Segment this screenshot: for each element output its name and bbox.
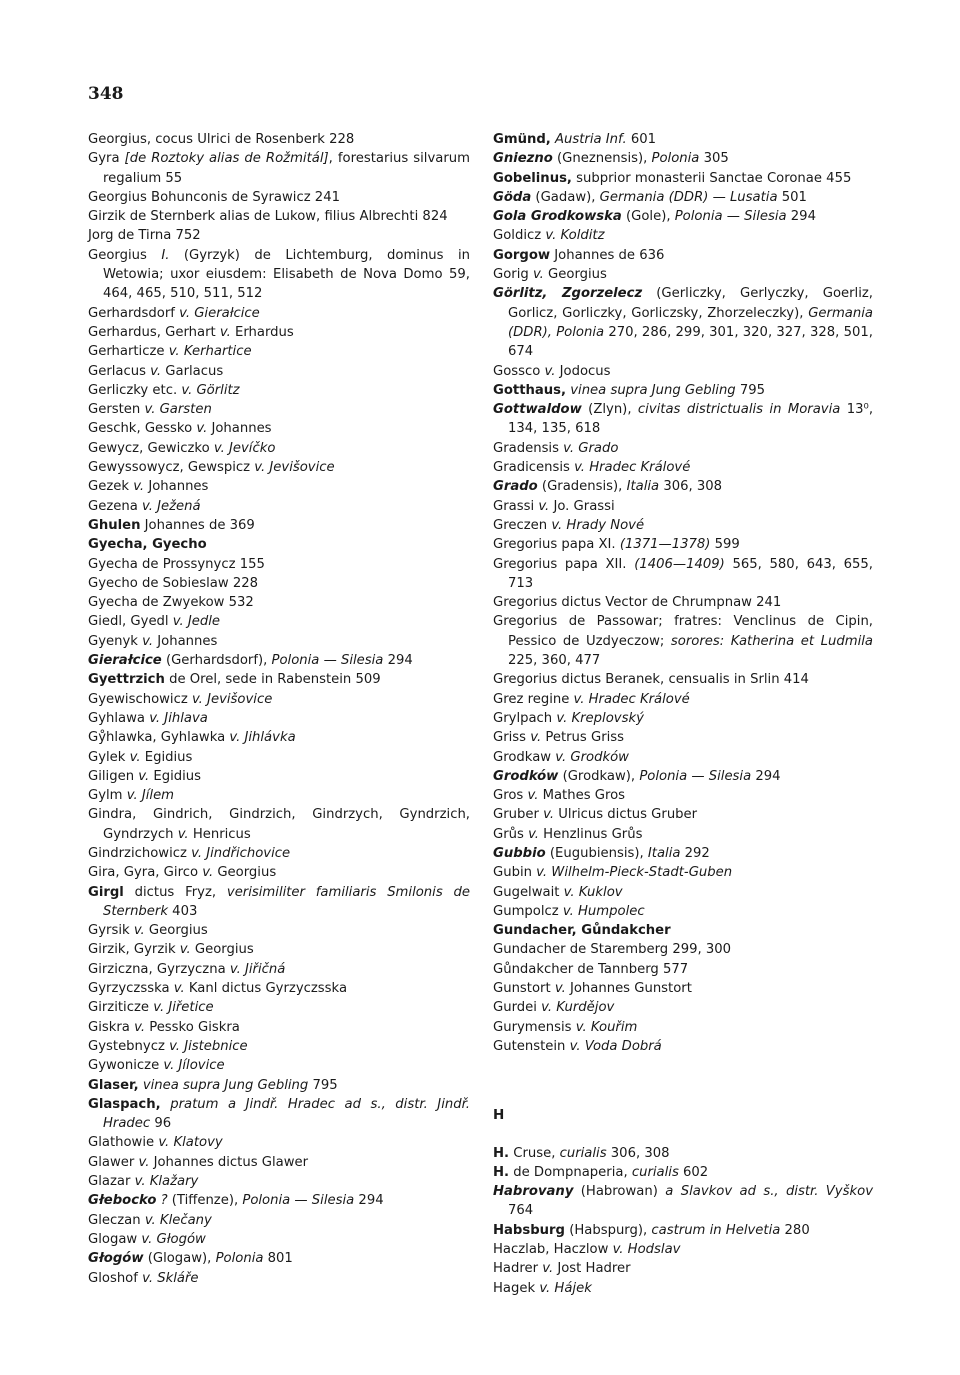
index-entry: Gyra [de Roztoky alias de Rožmitál], forestarius silvarum regalium 55 [88,151,470,186]
index-entry: Grodkaw v. Grodków [493,749,629,765]
index-entry: Gurymensis v. Kouřim [493,1019,638,1035]
index-entry: Habsburg (Habspurg), castrum in Helvetia 280 [493,1222,810,1238]
index-entry: Gylek v. Egidius [88,749,193,765]
right-column [493,130,873,1298]
index-entry: Gubin v. Wilhelm-Pieck-Stadt-Guben [493,865,733,881]
index-entry: Hadrer v. Jost Hadrer [493,1261,631,1277]
page-number: 348 [88,84,124,104]
index-entry: Göda (Gadaw), Germania (DDR) — Lusatia 501 [493,189,807,205]
index-entry: Gloshof v. Skláře [88,1270,199,1286]
index-entry: Gorgow Johannes de 636 [493,247,665,263]
index-entry: Gylm v. Jílem [88,788,175,804]
index-entry: Gezena v. Ježená [88,498,201,514]
index-entry: Glawer v. Johannes dictus Glawer [88,1154,309,1170]
index-entry: Gundacher, Gůndakcher [493,923,671,939]
index-entry: Giligen v. Egidius [88,768,201,784]
index-entry: Giskra v. Pessko Giskra [88,1019,240,1035]
index-entry: Girzik de Sternberk alias de Lukow, filius Albrechti 824 [88,209,448,225]
index-entry: Gorig v. Georgius [493,267,607,283]
index-entry: Glaspach, pratum a Jindř. Hradec ad s., distr. Jindř. Hradec 96 [88,1096,470,1132]
index-entry: Glathowie v. Klatovy [88,1135,223,1151]
section-gap [493,1056,873,1106]
index-entry: Grůs v. Henzlinus Grůs [493,826,643,842]
index-entry: Gerhardus, Gerhart v. Erhardus [88,324,294,340]
left-column [88,130,470,1288]
right-column-entries [493,130,873,1056]
index-entry: Gyhlawa v. Jihlava [88,710,208,726]
index-entry: Georgius, cocus Ulrici de Rosenberk 228 [88,132,355,147]
index-entry: Gubbio (Eugubiensis), Italia 292 [493,845,710,861]
index-entry: Grado (Gradensis), Italia 306, 308 [493,479,723,495]
index-entry: Jorg de Tirna 752 [88,228,201,244]
index-entry: Gossco v. Jodocus [493,363,611,379]
index-entry: Gola Grodkowska (Gole), Polonia — Silesia 294 [493,209,816,225]
index-entry: Geschk, Gessko v. Johannes [88,421,272,437]
index-entry: Gleczan v. Klečany [88,1212,212,1228]
index-entry: H. de Dompnaperia, curialis 602 [493,1164,709,1180]
index-entry: Gurdei v. Kurdějov [493,1000,615,1016]
index-entry: Grodków (Grodkaw), Polonia — Silesia 294 [493,768,781,784]
index-entry: Gregorius dictus Beranek, censualis in Srlin 414 [493,672,809,688]
index-entry: Gunstort v. Johannes Gunstort [493,981,692,997]
index-entry: Gerliczky etc. v. Görlitz [88,382,240,398]
index-entry: Gregorius de Passowar; fratres: Venclinus de Cipin, Pessico de Uzdyeczow; sorores: Katherina et Ludmila 225, 360, 477 [493,614,873,669]
index-entry: Gregorius papa XII. (1406—1409) 565, 580, 643, 655, 713 [493,556,873,591]
index-entry: Habrovany (Habrowan) a Slavkov ad s., distr. Vyškov 764 [493,1184,873,1219]
index-entry: Głebocko ? (Tiffenze), Polonia — Silesia 294 [88,1193,384,1209]
index-entry: Glogaw v. Głogów [88,1231,206,1247]
section-gap-small [493,1126,873,1144]
section-h-entries [493,1144,873,1298]
index-entry: Gystebnycz v. Jistebnice [88,1038,248,1054]
index-entry: Gezek v. Johannes [88,479,209,495]
index-entry: Hagek v. Hájek [493,1280,592,1296]
index-entry: Gůndakcher de Tannberg 577 [493,961,689,977]
index-entry: Georgius I. (Gyrzyk) de Lichtemburg, dominus in Wetowia; uxor eiusdem: Elisabeth de Nova Domo 59, 464, 465, 510, 511, 512 [88,247,471,302]
index-entry: Gumpolcz v. Humpolec [493,903,645,919]
index-entry: Gotthaus, vinea supra Jung Gebling 795 [493,382,766,398]
index-entry: Gira, Gyra, Girco v. Georgius [88,865,277,881]
index-entry: Grassi v. Jo. Grassi [493,498,615,514]
index-entry: Gradicensis v. Hradec Králové [493,460,691,476]
index-entry: Gyewischowicz v. Jevišovice [88,691,273,707]
index-entry: Girziczna, Gyrzyczna v. Jiřičná [88,961,286,977]
index-entry: Gros v. Mathes Gros [493,788,626,804]
index-entry: Gyrzyczsska v. Kanl dictus Gyrzyczsska [88,981,348,997]
index-entry: Gyrsik v. Georgius [88,923,208,939]
index-entry: Gobelinus, subprior monasterii Sanctae Coronae 455 [493,170,852,186]
index-entry: Gerlacus v. Garlacus [88,363,224,379]
index-entry: Girziticze v. Jiřetice [88,1000,214,1016]
index-entry: Greczen v. Hrady Nové [493,517,645,533]
index-entry: Girgl dictus Fryz, verisimiliter familiaris Smilonis de Sternberk 403 [88,884,470,919]
index-entry: Gugelwait v. Kuklov [493,884,623,900]
index-entry: Grez regine v. Hradec Králové [493,691,690,707]
index-entry: Gyettrzich de Orel, sede in Rabenstein 509 [88,672,381,688]
index-entry: Grylpach v. Kreplovský [493,710,644,726]
index-entry: Gyenyk v. Johannes [88,633,218,649]
index-entry: Gewycz, Gewiczko v. Jevíčko [88,440,276,456]
index-entry: Goldicz v. Kolditz [493,228,605,244]
index-entry: Gindrzichowicz v. Jindřichovice [88,845,291,861]
index-entry: Głogów (Glogaw), Polonia 801 [88,1251,293,1267]
index-entry: Gregorius papa XI. (1371—1378) 599 [493,537,740,553]
index-entry: Giedl, Gyedl v. Jedle [88,614,221,630]
index-entry: Gerharticze v. Kerhartice [88,344,252,360]
index-entry: Gersten v. Garsten [88,402,212,418]
index-entry: Gierałcice (Gerhardsdorf), Polonia — Silesia 294 [88,653,413,669]
index-entry: Gottwaldow (Zlyn), civitas districtualis in Moravia 13⁰, 134, 135, 618 [493,402,874,437]
index-entry: Gerhardsdorf v. Gierałcice [88,305,260,321]
index-entry: Gyecho de Sobieslaw 228 [88,575,259,591]
index-entry: Georgius Bohunconis de Syrawicz 241 [88,189,340,205]
index-entry: Gradensis v. Grado [493,440,619,456]
index-entry: Griss v. Petrus Griss [493,730,625,746]
index-entry: Gywonicze v. Jílovice [88,1058,225,1074]
index-entry: Gmünd, Austria Inf. 601 [493,132,657,147]
index-entry: Glazar v. Klažary [88,1174,199,1190]
index-entry: Glaser, vinea supra Jung Gebling 795 [88,1077,338,1093]
index-entry: Gutenstein v. Voda Dobrá [493,1038,662,1054]
index-entry: Haczlab, Haczlow v. Hodslav [493,1242,681,1258]
index-entry: Gyecha de Zwyekow 532 [88,595,254,611]
index-entry: Ghulen Johannes de 369 [88,517,255,533]
index-entry: Gregorius dictus Vector de Chrumpnaw 241 [493,595,782,611]
index-entry: Gẙhlawka, Gyhlawka v. Jihlávka [88,730,296,746]
index-entry: Gniezno (Gneznensis), Polonia 305 [493,151,729,167]
section-letter-h: H [493,1107,505,1124]
index-entry: Gyecha de Prossynycz 155 [88,556,265,572]
index-entry: Girzik, Gyrzik v. Georgius [88,942,254,958]
index-entry: Gundacher de Staremberg 299, 300 [493,942,732,958]
index-entry: Gindra, Gindrich, Gindrzich, Gindrzych, Gyndrzich, Gyndrzych v. Henricus [88,807,470,842]
index-entry: Gyecha, Gyecho [88,537,207,553]
index-entry: Görlitz, Zgorzelecz (Gerliczky, Gerlyczky, Goerliz, Gorlicz, Gorliczky, Gorliczsky, Zhorzeleczky), Germania (DDR), Polonia 270, 286, 299, 301, 320, 327, 328, 501, 674 [493,286,873,360]
index-entry: Gewyssowycz, Gewspicz v. Jevišovice [88,460,335,476]
index-entry: H. Cruse, curialis 306, 308 [493,1145,670,1161]
index-entry: Gruber v. Ulricus dictus Gruber [493,807,698,823]
